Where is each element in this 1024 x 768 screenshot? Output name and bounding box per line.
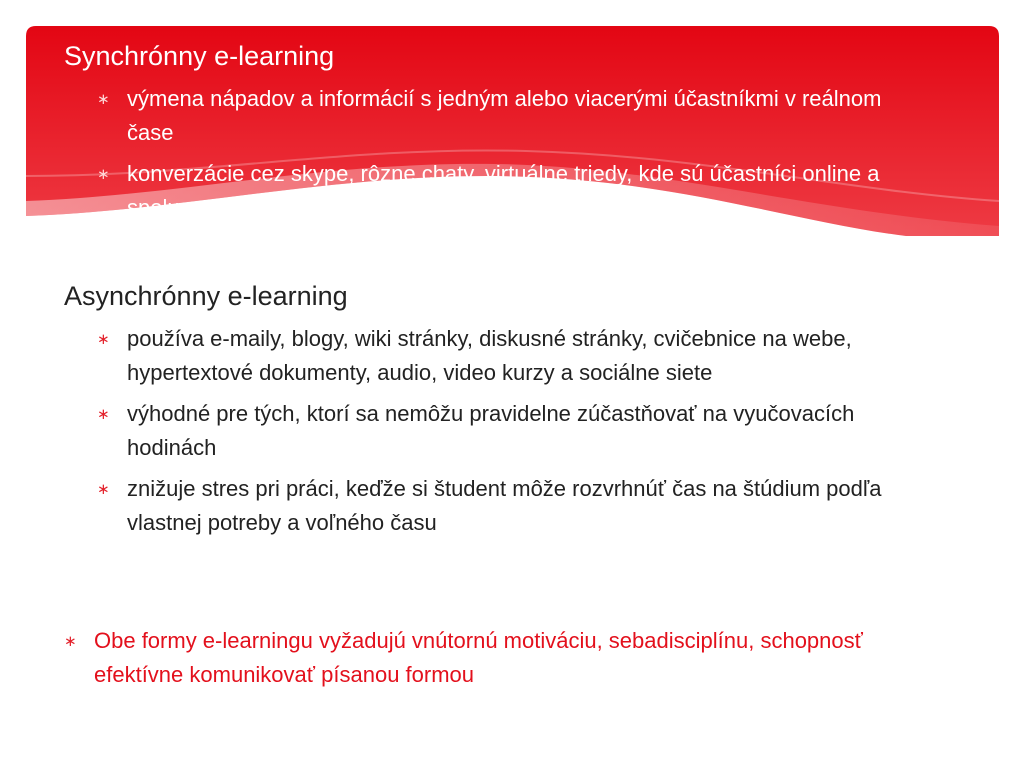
async-bullet-item: [97, 322, 927, 390]
asterisk-bullet-icon: ∗: [97, 481, 110, 498]
sync-bullet-text: konverzácie cez skype, rôzne chaty, virtuálne triedy, kde sú účastníci online a spolupracujú v reálnom čase: [127, 161, 880, 220]
async-bullet-list: [97, 322, 927, 547]
sync-heading: Synchrónny e-learning: [64, 41, 335, 71]
async-bullet-item: [97, 472, 927, 540]
sync-bullet-item: [97, 82, 887, 150]
async-bullet-text: výhodné pre tých, ktorí sa nemôžu pravidelne zúčastňovať na vyučovacích hodinách: [127, 401, 855, 460]
summary-note-text: Obe formy e-learningu vyžadujú vnútornú motiváciu, sebadisciplínu, schopnosť efektívne komunikovať písanou formou: [94, 628, 863, 687]
async-heading: Asynchrónny e-learning: [64, 281, 348, 311]
async-bullet-item: [97, 397, 927, 465]
asterisk-bullet-icon: ∗: [97, 331, 110, 348]
sync-bullet-item: [97, 157, 887, 225]
asterisk-bullet-icon: ∗: [97, 91, 110, 108]
async-bullet-text: znižuje stres pri práci, keďže si študent môže rozvrhnúť čas na štúdium podľa vlastnej potreby a voľného času: [127, 476, 882, 535]
asterisk-bullet-icon: ∗: [97, 166, 110, 183]
async-bullet-text: používa e-maily, blogy, wiki stránky, diskusné stránky, cvičebnice na webe, hypertextové dokumenty, audio, video kurzy a sociálne siete: [127, 326, 852, 385]
summary-note-item: [64, 624, 954, 692]
sync-bullet-text: výmena nápadov a informácií s jedným alebo viacerými účastníkmi v reálnom čase: [127, 86, 882, 145]
asterisk-bullet-icon: ∗: [64, 633, 77, 650]
summary-note-list: [64, 624, 954, 692]
sync-bullet-list: [97, 82, 887, 232]
asterisk-bullet-icon: ∗: [97, 406, 110, 423]
